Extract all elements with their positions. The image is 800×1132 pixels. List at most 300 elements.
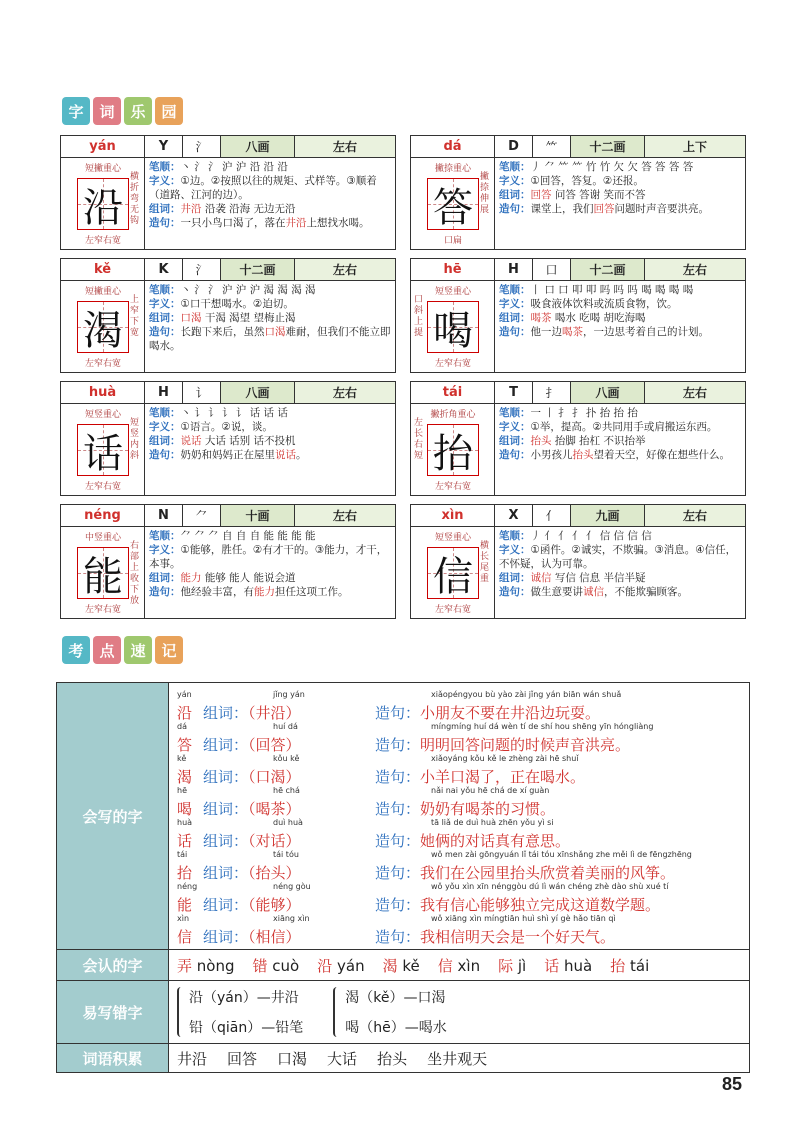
write-char: 信 [177,928,193,946]
sentence: 奶奶有喝茶的习惯。 [420,800,556,818]
sentence-part: 小男孩儿 [530,449,573,461]
word-cell [203,850,375,883]
write-char: 抬 [177,864,193,882]
center-of-gravity-note: 短竖重心 [84,410,121,420]
meaning-label: 字义： [149,175,181,187]
recognize-item [498,955,526,976]
large-character: 能 [83,553,123,600]
recognize-char: 抬 [610,956,626,975]
sentence-label: 造句： [375,768,421,786]
key-word: 说话 [180,435,202,447]
write-char: 能 [177,896,193,914]
recognize-item [317,955,364,976]
large-character: 话 [83,430,123,477]
sentence: 我有信心能够独立完成这道数学题。 [420,896,661,914]
recognize-chars [169,950,749,980]
meaning-line [149,543,391,571]
sentence-label: 造句： [149,586,181,598]
card-radical: 口 [533,259,571,280]
sentence-line [149,448,391,462]
meaning: ①语言。②说，谈。 [180,421,273,433]
char-pinyin: xìn [177,914,190,923]
word-answer: （能够） [248,896,301,914]
card-stroke-count: 十二画 [571,136,645,157]
banner-tile: 字 [62,97,90,125]
key-word: 能力 [180,572,202,584]
word-label: 组词： [203,832,249,850]
char-pinyin: yán [177,690,192,699]
character-card [410,135,746,250]
words: 喝水 吃喝 胡吃海喝 [551,312,646,324]
write-char: 答 [177,736,193,754]
recognize-item [544,955,592,976]
sentence-cell [375,786,741,819]
write-char-cell [177,690,203,723]
word-cell [203,818,375,851]
sentence-cell [375,754,741,787]
recognize-section [57,950,749,981]
sentence-line [499,448,741,462]
banner-tile: 园 [155,97,183,125]
easy-wrong-item: 渴（kě）—口渴 [345,990,446,1006]
meaning: ①边。②按照以往的规矩、式样等。③顺着（道路、江河的边）。 [149,175,377,201]
card-header [411,259,745,281]
stroke-order-label: 笔顺： [499,284,531,296]
stroke-order-label: 笔顺： [499,530,531,542]
recognize-item [253,955,300,976]
meaning-label: 字义： [499,175,531,187]
recognize-char: 沿 [317,956,333,975]
write-char: 话 [177,832,193,850]
word-label: 组词： [203,928,249,946]
word-label: 组词： [203,704,249,722]
center-of-gravity-note: 短撇重心 [84,287,121,297]
meaning-line [499,174,741,188]
word-answer: （抬头） [248,864,301,882]
sentence-line [499,202,741,216]
write-char: 沿 [177,704,193,722]
meaning-label: 字义： [499,421,531,433]
sentence-part: 做生意要讲 [530,586,583,598]
easy-wrong-group [177,987,303,1037]
card-structure: 左右 [645,505,745,526]
card-structure: 上下 [645,136,745,157]
sentence-line [499,325,741,339]
write-char-cell [177,786,203,819]
writing-guide [411,404,495,495]
center-of-gravity-note: 短竖重心 [434,533,471,543]
sentence-cell [375,914,741,947]
sentence-key-word: 说话 [275,449,296,461]
write-row [177,691,741,723]
tian-grid-box [77,301,129,353]
card-header [411,505,745,527]
card-structure: 左右 [645,382,745,403]
stroke-order-line [149,283,391,297]
sentence-label: 造句： [149,217,181,229]
word-cell [203,882,375,915]
card-body [411,158,745,249]
character-card [410,504,746,619]
recognize-pinyin: kě [397,956,420,975]
card-pinyin: yán [61,136,145,157]
card-initial-letter: Y [145,136,183,157]
character-card [410,381,746,496]
sentence-label: 造句： [375,832,421,850]
card-header [61,259,395,281]
easy-wrong-item: 喝（hē）—喝水 [345,1020,447,1036]
sentence-pinyin: míngmíng huí dá wèn tí de shí hou shēng yīn hóngliàng [431,722,654,731]
card-header [411,136,745,158]
sentence-label: 造句： [375,704,421,722]
card-details [145,281,395,372]
meaning: ①举，提高。②共同用手或肩搬运东西。 [530,421,718,433]
vocab-word: 抬头 [377,1049,408,1068]
large-character: 信 [433,553,473,600]
key-word: 回答 [530,189,552,201]
sentence-part: 奶奶和妈妈正在屋里 [180,449,275,461]
large-character: 抬 [433,430,473,477]
meaning-line [499,297,741,311]
card-body [411,404,745,495]
sentence-part: 课堂上，我们 [530,203,594,215]
card-radical: ⺈ [183,505,221,526]
write-char-cell [177,722,203,755]
center-of-gravity-note: 撇捺重心 [434,164,471,174]
structure-tip-note: 左窄右宽 [434,482,471,492]
sentence-line [149,216,391,230]
vocab-word: 大话 [327,1049,358,1068]
structure-tip-note: 口扁 [443,236,462,246]
word-label: 组词： [149,435,181,447]
word-label: 组词： [149,572,181,584]
banner-tile: 考 [62,636,90,664]
card-details [145,527,395,618]
sentence-cell [375,818,741,851]
word-line [499,571,741,585]
large-character: 渴 [83,307,123,354]
sentence-part: 他经验丰富，有 [180,586,254,598]
character-card [60,258,396,373]
card-structure: 左右 [295,505,395,526]
card-radical: 氵 [183,259,221,280]
sentence: 小朋友不要在井沿边玩耍。 [420,704,601,722]
card-initial-letter: T [495,382,533,403]
card-structure: 左右 [295,259,395,280]
sentence: 她俩的对话真有意思。 [420,832,571,850]
words: 大话 话别 话不投机 [201,435,296,447]
char-pinyin: néng [177,882,198,891]
stroke-tip-note: 右部上收下放 [130,541,140,606]
stroke-tip-note: 横折弯无钩 [130,172,140,226]
sentence-part: 难耐，但我们不能立即喝水。 [149,326,391,352]
sentence-cell [375,722,741,755]
answer-pinyin: huí dá [273,722,298,731]
card-details [495,527,745,618]
stroke-order-line [499,283,741,297]
answer-pinyin: hē chá [273,786,300,795]
sentence-label: 造句： [375,736,421,754]
banner-tile: 乐 [124,97,152,125]
meaning-label: 字义： [149,298,181,310]
card-structure: 左右 [645,259,745,280]
sentence-pinyin: xiǎoyáng kǒu kě le zhèng zài hē shuǐ [431,754,579,763]
sentence-part: ，不能欺骗顾客。 [604,586,688,598]
card-radical: ⺮ [533,136,571,157]
banner-tile: 点 [93,636,121,664]
card-radical: 亻 [533,505,571,526]
write-row [177,723,741,755]
stroke-order-label: 笔顺： [499,407,531,419]
card-pinyin: dá [411,136,495,157]
tian-grid-box [427,301,479,353]
vocab-word: 回答 [227,1049,258,1068]
card-body [61,158,395,249]
card-body [411,281,745,372]
card-initial-letter: N [145,505,183,526]
card-initial-letter: H [145,382,183,403]
easy-wrong-group [333,987,447,1037]
meaning-line [149,174,391,202]
card-details [495,404,745,495]
center-of-gravity-note: 撇折角重心 [430,410,476,420]
stroke-order-line [499,160,741,174]
writing-guide [411,281,495,372]
write-char-cell [177,914,203,947]
write-row [177,851,741,883]
easy-wrong-pairs [169,981,749,1043]
card-stroke-count: 十画 [221,505,295,526]
sentence-line [499,585,741,599]
stroke-order-label: 笔顺： [149,530,181,542]
recognize-char: 错 [252,956,268,975]
sentence-pinyin: wǒ xiāng xìn míngtiān huì shì yí gè hǎo tiān qì [431,914,616,923]
meaning-label: 字义： [149,544,181,556]
stroke-tip-note: 撇捺伸展 [480,172,490,215]
words: 抬脚 抬杠 不识抬举 [551,435,646,447]
center-of-gravity-note: 短撇重心 [84,164,121,174]
vocab-word: 井沿 [177,1049,208,1068]
center-of-gravity-note: 中竖重心 [84,533,121,543]
stroke-order-label: 笔顺： [149,284,181,296]
easy-wrong-item: 铅（qiān）—铅笔 [189,1020,304,1036]
card-pinyin: tái [411,382,495,403]
sentence: 我相信明天会是一个好天气。 [420,928,616,946]
sentence: 我们在公园里抬头欣赏着美丽的风筝。 [420,864,676,882]
sentence-part: 他一边 [530,326,562,338]
sentence-line [149,325,391,353]
stroke-order-line [499,406,741,420]
recognize-char: 信 [437,956,453,975]
key-word: 抬头 [530,435,552,447]
card-radical: 扌 [533,382,571,403]
stroke-order-label: 笔顺： [499,161,531,173]
sentence-label: 造句： [375,864,421,882]
word-answer: （对话） [248,832,301,850]
character-card [60,504,396,619]
sentence-cell [375,882,741,915]
sentence-key-word: 口渴 [264,326,286,338]
card-structure: 左右 [295,136,395,157]
card-stroke-count: 十二画 [571,259,645,280]
card-body [61,281,395,372]
write-section [57,683,749,950]
word-line [499,188,741,202]
sentence-pinyin: nǎi nai yǒu hē chá de xí guàn [431,786,550,795]
char-pinyin: kě [177,754,187,763]
recognize-pinyin: xìn [452,956,481,975]
sentence-key-word: 喝茶 [562,326,583,338]
meaning-label: 字义： [499,298,531,310]
char-pinyin: tái [177,850,188,859]
sentence-key-word: 诚信 [583,586,604,598]
key-word: 喝茶 [530,312,552,324]
stroke-order-line [499,529,741,543]
words: 沿袭 沿海 无边无沿 [201,203,296,215]
write-row [177,915,741,947]
write-char: 渴 [177,768,193,786]
sentence-label: 造句： [375,928,421,946]
sentence: 明明回答问题的时候声音洪亮。 [420,736,631,754]
sentence-part: 一只小鸟口渴了，落在 [180,217,286,229]
vocab-section [57,1044,749,1072]
recognize-char: 弄 [177,956,193,975]
card-body [411,527,745,618]
write-row [177,755,741,787]
sentence-cell [375,690,741,723]
sentence-part: 。 [296,449,307,461]
stroke-order: ⺈ ⺈ ⺈ 自 自 自 能 能 能 能 [180,530,316,542]
recognize-pinyin: yán [332,956,365,975]
structure-tip-note: 左窄右宽 [84,359,121,369]
word-label: 组词： [499,572,531,584]
recognize-item [383,955,420,976]
char-pinyin: huà [177,818,193,827]
structure-tip-note: 左窄右宽 [434,605,471,615]
word-line [499,434,741,448]
words: 问答 答谢 笑而不答 [551,189,646,201]
writing-guide [61,281,145,372]
card-pinyin: néng [61,505,145,526]
stroke-order: 丨 口 口 叩 叩 吗 吗 吗 喝 喝 喝 喝 [530,284,694,296]
card-body [61,404,395,495]
section-banner-fun [62,97,183,125]
write-row [177,787,741,819]
banner-tile: 记 [155,636,183,664]
word-label: 组词： [149,203,181,215]
stroke-tip-note: 口斜上提 [414,295,424,338]
center-of-gravity-note: 短竖重心 [434,287,471,297]
word-cell [203,786,375,819]
card-pinyin: hē [411,259,495,280]
word-label: 组词： [203,864,249,882]
word-cell [203,690,375,723]
large-character: 答 [433,184,473,231]
sentence-part: 上想找水喝。 [306,217,370,229]
answer-pinyin: tái tóu [273,850,299,859]
recognize-pinyin: cuò [267,956,300,975]
recognize-pinyin: huà [559,956,593,975]
banner-tile: 词 [93,97,121,125]
word-label: 组词： [499,189,531,201]
word-label: 组词： [203,768,249,786]
recognize-char: 话 [544,956,560,975]
word-cell [203,722,375,755]
card-pinyin: huà [61,382,145,403]
stroke-tip-note: 上窄下宽 [130,295,140,338]
word-label: 组词： [203,896,249,914]
stroke-order-label: 笔顺： [149,161,181,173]
sentence-part: 长跑下来后，虽然 [180,326,265,338]
answer-pinyin: duì huà [273,818,303,827]
word-answer: （口渴） [248,768,301,786]
word-line [149,311,391,325]
key-word: 诚信 [530,572,552,584]
word-answer: （回答） [248,736,301,754]
tian-grid-box [77,178,129,230]
writing-guide [61,404,145,495]
key-word: 口渴 [180,312,202,324]
card-initial-letter: K [145,259,183,280]
recognize-label: 会认的字 [57,950,169,980]
card-radical: 讠 [183,382,221,403]
recognize-item [610,955,649,976]
stroke-tip-note: 短竖内斜 [130,418,140,461]
meaning: ①回答，答复。②还报。 [530,175,644,187]
card-header [61,505,395,527]
key-word: 井沿 [180,203,202,215]
large-character: 沿 [83,184,123,231]
tian-grid-box [427,424,479,476]
word-line [149,434,391,448]
sentence-part: 担任这项工作。 [275,586,349,598]
sentence-cell [375,850,741,883]
write-rows [169,683,749,949]
card-details [495,281,745,372]
stroke-order: 丿 ⺈ ⺮ ⺮ 竹 竹 欠 欠 答 答 答 答 [530,161,694,173]
recognize-item [177,955,235,976]
banner-tile: 速 [124,636,152,664]
words: 能够 能人 能说会道 [201,572,296,584]
meaning-line [149,420,391,434]
card-initial-letter: H [495,259,533,280]
word-answer: （相信） [248,928,301,946]
word-cell [203,914,375,947]
sentence-label: 造句： [499,326,531,338]
word-label: 组词： [203,800,249,818]
sentence-label: 造句： [499,449,531,461]
writing-guide [411,158,495,249]
meaning-line [499,420,741,434]
meaning: 吸食液体饮料或流质食物，饮。 [530,298,678,310]
card-header [411,382,745,404]
recognize-item [438,955,480,976]
meaning-label: 字义： [499,544,531,556]
word-cell [203,754,375,787]
easy-wrong-section [57,981,749,1044]
sentence-key-word: 能力 [254,586,275,598]
large-character: 喝 [433,307,473,354]
write-row [177,819,741,851]
sentence-key-word: 井沿 [285,217,307,229]
easy-wrong-item: 沿（yán）—井沿 [189,990,299,1006]
sentence: 小羊口渴了，正在喝水。 [420,768,586,786]
meaning-label: 字义： [149,421,181,433]
tian-grid-box [427,547,479,599]
word-label: 组词： [149,312,181,324]
sentence-part: ，一边思考着自己的计划。 [583,326,709,338]
card-structure: 左右 [295,382,395,403]
